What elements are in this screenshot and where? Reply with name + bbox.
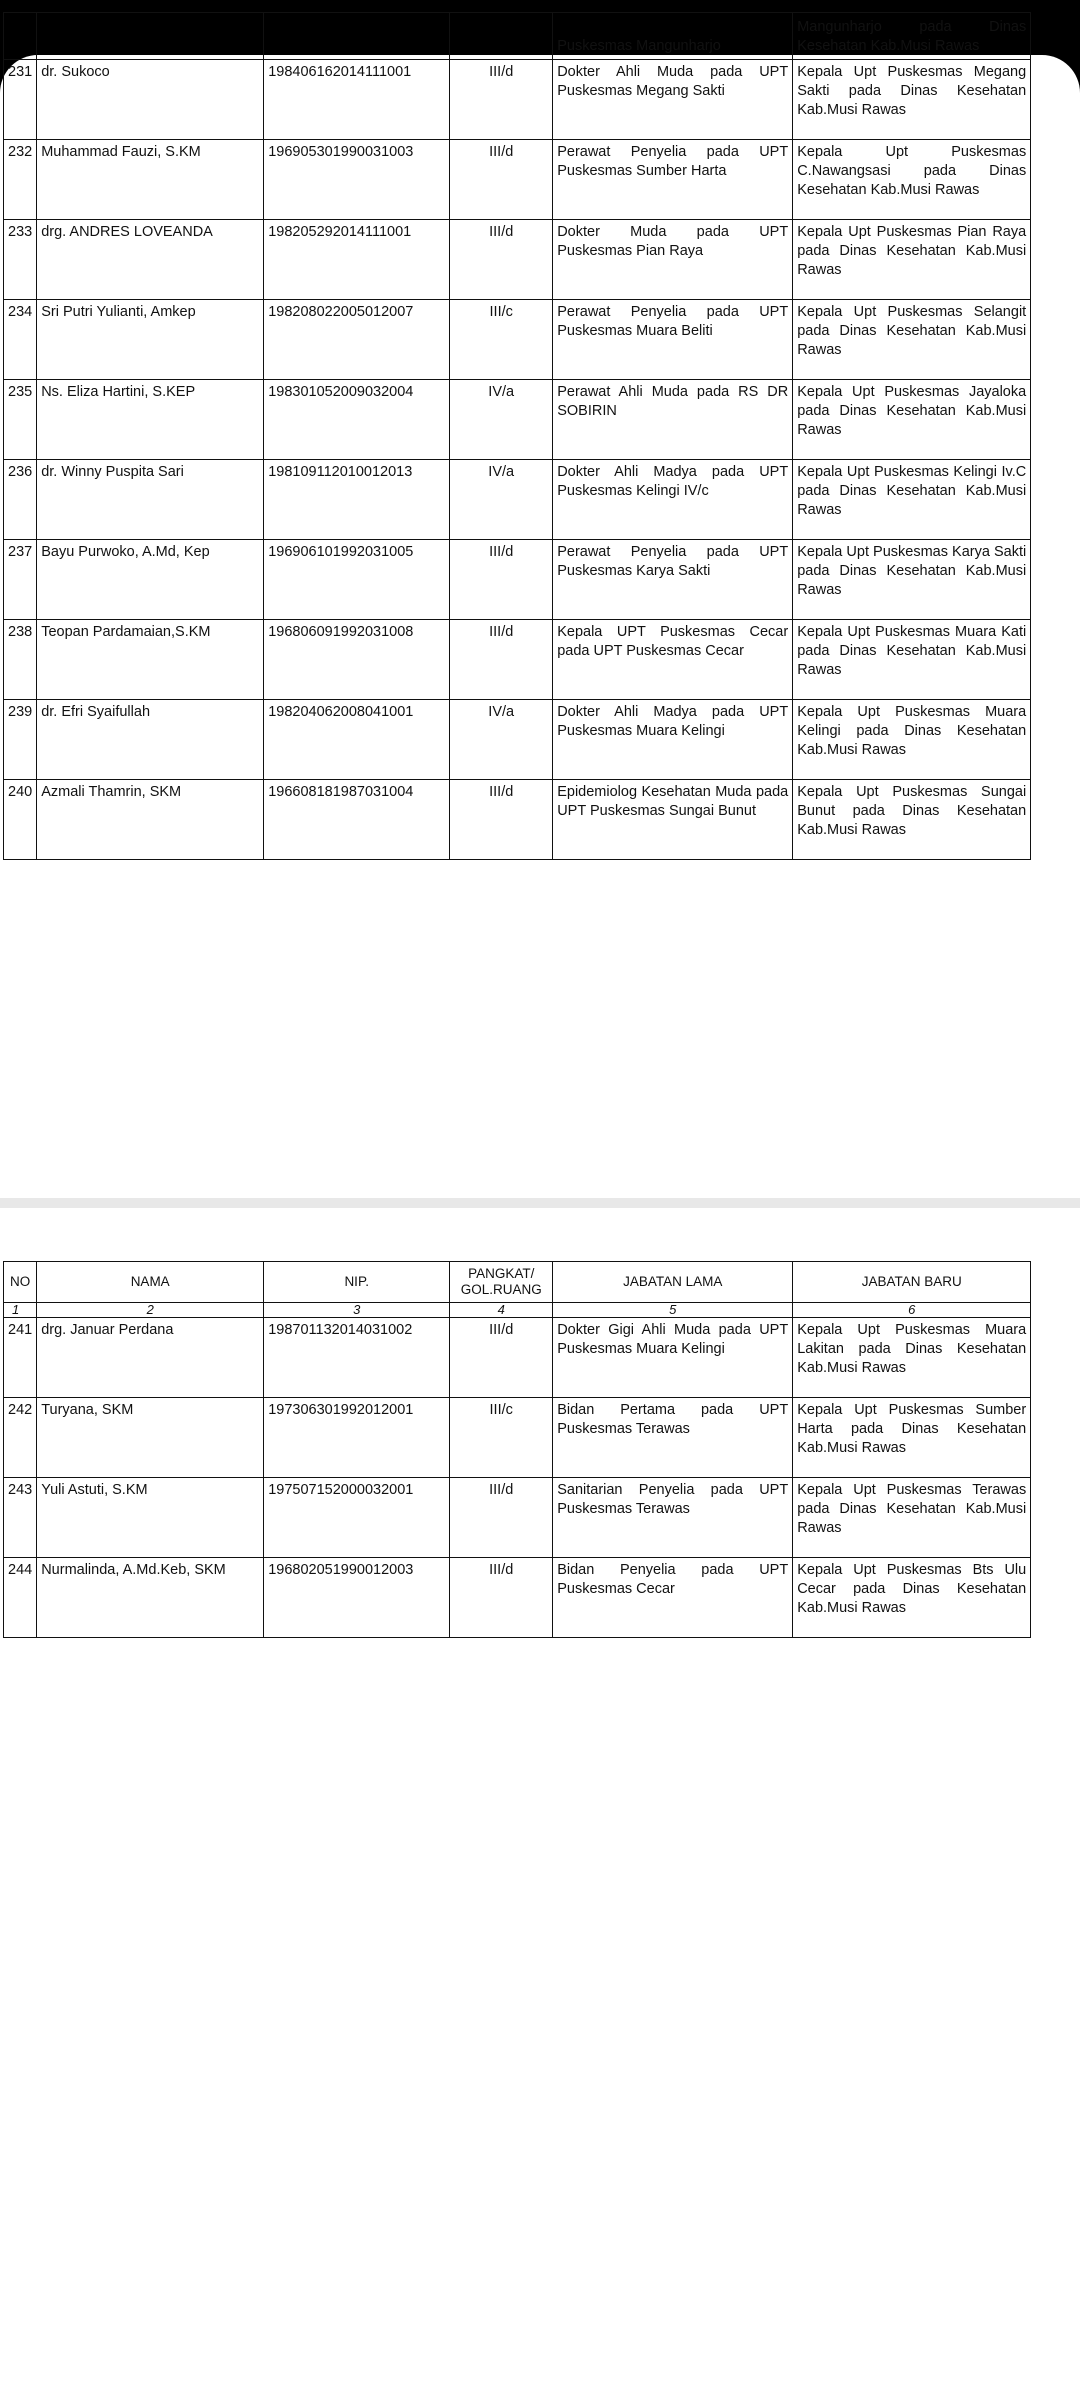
cell-jabatan-lama: Dokter Gigi Ahli Muda pada UPT Puskesmas Muara Kelingi [553, 1318, 793, 1398]
cell-jabatan-lama: Perawat Ahli Muda pada RS DR SOBIRIN [553, 380, 793, 460]
cell-nip: 198208022005012007 [264, 300, 450, 380]
column-number-row [4, 1303, 1031, 1318]
cell-nama: Yuli Astuti, S.KM [37, 1478, 264, 1558]
cell-no: 243 [4, 1478, 37, 1558]
column-number: 4 [450, 1303, 553, 1318]
cell-nip: 196806091992031008 [264, 620, 450, 700]
table-row-partial [4, 13, 1031, 60]
cell-jabatan-lama: Sanitarian Penyelia pada UPT Puskesmas Terawas [553, 1478, 793, 1558]
cell-jabatan-lama: Puskesmas Mangunharjo [553, 13, 793, 60]
cell-nama: drg. ANDRES LOVEANDA [37, 220, 264, 300]
cell-nama: Turyana, SKM [37, 1398, 264, 1478]
cell-nip: 198204062008041001 [264, 700, 450, 780]
header-pangkat: PANGKAT/ GOL.RUANG [450, 1262, 553, 1303]
table-row [4, 140, 1031, 220]
column-number: 2 [37, 1303, 264, 1318]
cell-jabatan-baru: Kepala Upt Puskesmas C.Nawangsasi pada Dinas Kesehatan Kab.Musi Rawas [793, 140, 1031, 220]
table-body-page-1 [4, 13, 1031, 860]
document-page-1[interactable] [0, 19, 1080, 1198]
cell-jabatan-lama: Bidan Pertama pada UPT Puskesmas Terawas [553, 1398, 793, 1478]
cell-jabatan-baru: Kepala Upt Puskesmas Terawas pada Dinas Kesehatan Kab.Musi Rawas [793, 1478, 1031, 1558]
table-row [4, 620, 1031, 700]
cell-gol: III/d [450, 60, 553, 140]
cell-no: 241 [4, 1318, 37, 1398]
cell-jabatan-lama: Perawat Penyelia pada UPT Puskesmas Muara Beliti [553, 300, 793, 380]
table-row [4, 460, 1031, 540]
header-jabatan-lama: JABATAN LAMA [553, 1262, 793, 1303]
cell-jabatan-lama: Perawat Penyelia pada UPT Puskesmas Sumber Harta [553, 140, 793, 220]
cell-nip: 198406162014111001 [264, 60, 450, 140]
cell-nip: 198701132014031002 [264, 1318, 450, 1398]
table-row [4, 780, 1031, 860]
cell-no: 242 [4, 1398, 37, 1478]
table-row [4, 380, 1031, 460]
cell-gol: III/d [450, 220, 553, 300]
cell-nama: Nurmalinda, A.Md.Keb, SKM [37, 1558, 264, 1638]
cell-no: 240 [4, 780, 37, 860]
cell-nip: 198205292014111001 [264, 220, 450, 300]
column-number: 6 [793, 1303, 1031, 1318]
cell-gol: III/c [450, 1398, 553, 1478]
document-page-2[interactable] [0, 1208, 1080, 2400]
table-row [4, 1318, 1031, 1398]
table-row [4, 700, 1031, 780]
cell-nama: Teopan Pardamaian,S.KM [37, 620, 264, 700]
cell-nama: Bayu Purwoko, A.Md, Kep [37, 540, 264, 620]
column-number: 3 [264, 1303, 450, 1318]
personnel-table-page-1 [3, 12, 1031, 860]
header-jabatan-baru: JABATAN BARU [793, 1262, 1031, 1303]
cell-gol: III/d [450, 1318, 553, 1398]
cell-gol: III/d [450, 780, 553, 860]
cell-no: 237 [4, 540, 37, 620]
cell-no: 232 [4, 140, 37, 220]
cell-jabatan-baru: Kepala Upt Puskesmas Karya Sakti pada Dinas Kesehatan Kab.Musi Rawas [793, 540, 1031, 620]
cell-nip: 196906101992031005 [264, 540, 450, 620]
cell-jabatan-baru: Kepala Upt Puskesmas Jayaloka pada Dinas Kesehatan Kab.Musi Rawas [793, 380, 1031, 460]
cell-jabatan-baru: Kepala Upt Puskesmas Pian Raya pada Dinas Kesehatan Kab.Musi Rawas [793, 220, 1031, 300]
cell-nama: Ns. Eliza Hartini, S.KEP [37, 380, 264, 460]
cell-nama: dr. Winny Puspita Sari [37, 460, 264, 540]
cell-gol: IV/a [450, 460, 553, 540]
cell-nip: 198109112010012013 [264, 460, 450, 540]
cell-jabatan-baru: Kepala Upt Puskesmas Sumber Harta pada Dinas Kesehatan Kab.Musi Rawas [793, 1398, 1031, 1478]
cell-jabatan-lama: Dokter Ahli Madya pada UPT Puskesmas Muara Kelingi [553, 700, 793, 780]
cell-nama: Azmali Thamrin, SKM [37, 780, 264, 860]
cell-jabatan-lama: Dokter Ahli Madya pada UPT Puskesmas Kelingi IV/c [553, 460, 793, 540]
cell-nip: 197507152000032001 [264, 1478, 450, 1558]
table-row [4, 300, 1031, 380]
header-nip: NIP. [264, 1262, 450, 1303]
table-row [4, 540, 1031, 620]
header-nama: NAMA [37, 1262, 264, 1303]
table-header-row [4, 1262, 1031, 1303]
cell-nama: dr. Efri Syaifullah [37, 700, 264, 780]
cell-jabatan-baru: Kepala Upt Puskesmas Kelingi Iv.C pada Dinas Kesehatan Kab.Musi Rawas [793, 460, 1031, 540]
cell-gol: III/d [450, 140, 553, 220]
cell-jabatan-baru: Mangunharjo pada Dinas Kesehatan Kab.Musi Rawas [793, 13, 1031, 60]
cell-no: 239 [4, 700, 37, 780]
table-body-page-2 [4, 1318, 1031, 1638]
cell-no: 233 [4, 220, 37, 300]
cell-nama [37, 13, 264, 60]
cell-gol: III/d [450, 540, 553, 620]
cell-jabatan-baru: Kepala Upt Puskesmas Selangit pada Dinas Kesehatan Kab.Musi Rawas [793, 300, 1031, 380]
cell-jabatan-lama: Kepala UPT Puskesmas Cecar pada UPT Puskesmas Cecar [553, 620, 793, 700]
cell-no: 235 [4, 380, 37, 460]
table-row [4, 1398, 1031, 1478]
cell-gol [450, 13, 553, 60]
column-number: 1 [4, 1303, 37, 1318]
cell-nama: Muhammad Fauzi, S.KM [37, 140, 264, 220]
cell-no: 231 [4, 60, 37, 140]
cell-no: 236 [4, 460, 37, 540]
cell-jabatan-lama: Dokter Ahli Muda pada UPT Puskesmas Megang Sakti [553, 60, 793, 140]
page-separator [0, 1198, 1080, 1208]
table-row [4, 1478, 1031, 1558]
cell-jabatan-baru: Kepala Upt Puskesmas Megang Sakti pada Dinas Kesehatan Kab.Musi Rawas [793, 60, 1031, 140]
cell-nip: 196802051990012003 [264, 1558, 450, 1638]
cell-nama: dr. Sukoco [37, 60, 264, 140]
cell-jabatan-lama: Bidan Penyelia pada UPT Puskesmas Cecar [553, 1558, 793, 1638]
table-row [4, 60, 1031, 140]
column-number: 5 [553, 1303, 793, 1318]
cell-gol: III/d [450, 620, 553, 700]
cell-jabatan-baru: Kepala Upt Puskesmas Muara Kelingi pada Dinas Kesehatan Kab.Musi Rawas [793, 700, 1031, 780]
cell-jabatan-baru: Kepala Upt Puskesmas Muara Kati pada Dinas Kesehatan Kab.Musi Rawas [793, 620, 1031, 700]
cell-jabatan-lama: Dokter Muda pada UPT Puskesmas Pian Raya [553, 220, 793, 300]
table-row [4, 220, 1031, 300]
cell-nama: drg. Januar Perdana [37, 1318, 264, 1398]
cell-gol: III/c [450, 300, 553, 380]
cell-nip: 196608181987031004 [264, 780, 450, 860]
cell-nip [264, 13, 450, 60]
cell-gol: IV/a [450, 700, 553, 780]
cell-gol: IV/a [450, 380, 553, 460]
personnel-table-page-2 [3, 1261, 1031, 1638]
cell-no [4, 13, 37, 60]
cell-no: 234 [4, 300, 37, 380]
cell-gol: III/d [450, 1558, 553, 1638]
cell-nama: Sri Putri Yulianti, Amkep [37, 300, 264, 380]
cell-gol: III/d [450, 1478, 553, 1558]
header-no: NO [4, 1262, 37, 1303]
cell-jabatan-baru: Kepala Upt Puskesmas Bts Ulu Cecar pada Dinas Kesehatan Kab.Musi Rawas [793, 1558, 1031, 1638]
cell-jabatan-baru: Kepala Upt Puskesmas Muara Lakitan pada Dinas Kesehatan Kab.Musi Rawas [793, 1318, 1031, 1398]
cell-nip: 198301052009032004 [264, 380, 450, 460]
cell-no: 238 [4, 620, 37, 700]
cell-nip: 196905301990031003 [264, 140, 450, 220]
table-row [4, 1558, 1031, 1638]
cell-jabatan-baru: Kepala Upt Puskesmas Sungai Bunut pada Dinas Kesehatan Kab.Musi Rawas [793, 780, 1031, 860]
cell-nip: 197306301992012001 [264, 1398, 450, 1478]
cell-no: 244 [4, 1558, 37, 1638]
cell-jabatan-lama: Epidemiolog Kesehatan Muda pada UPT Puskesmas Sungai Bunut [553, 780, 793, 860]
cell-jabatan-lama: Perawat Penyelia pada UPT Puskesmas Karya Sakti [553, 540, 793, 620]
